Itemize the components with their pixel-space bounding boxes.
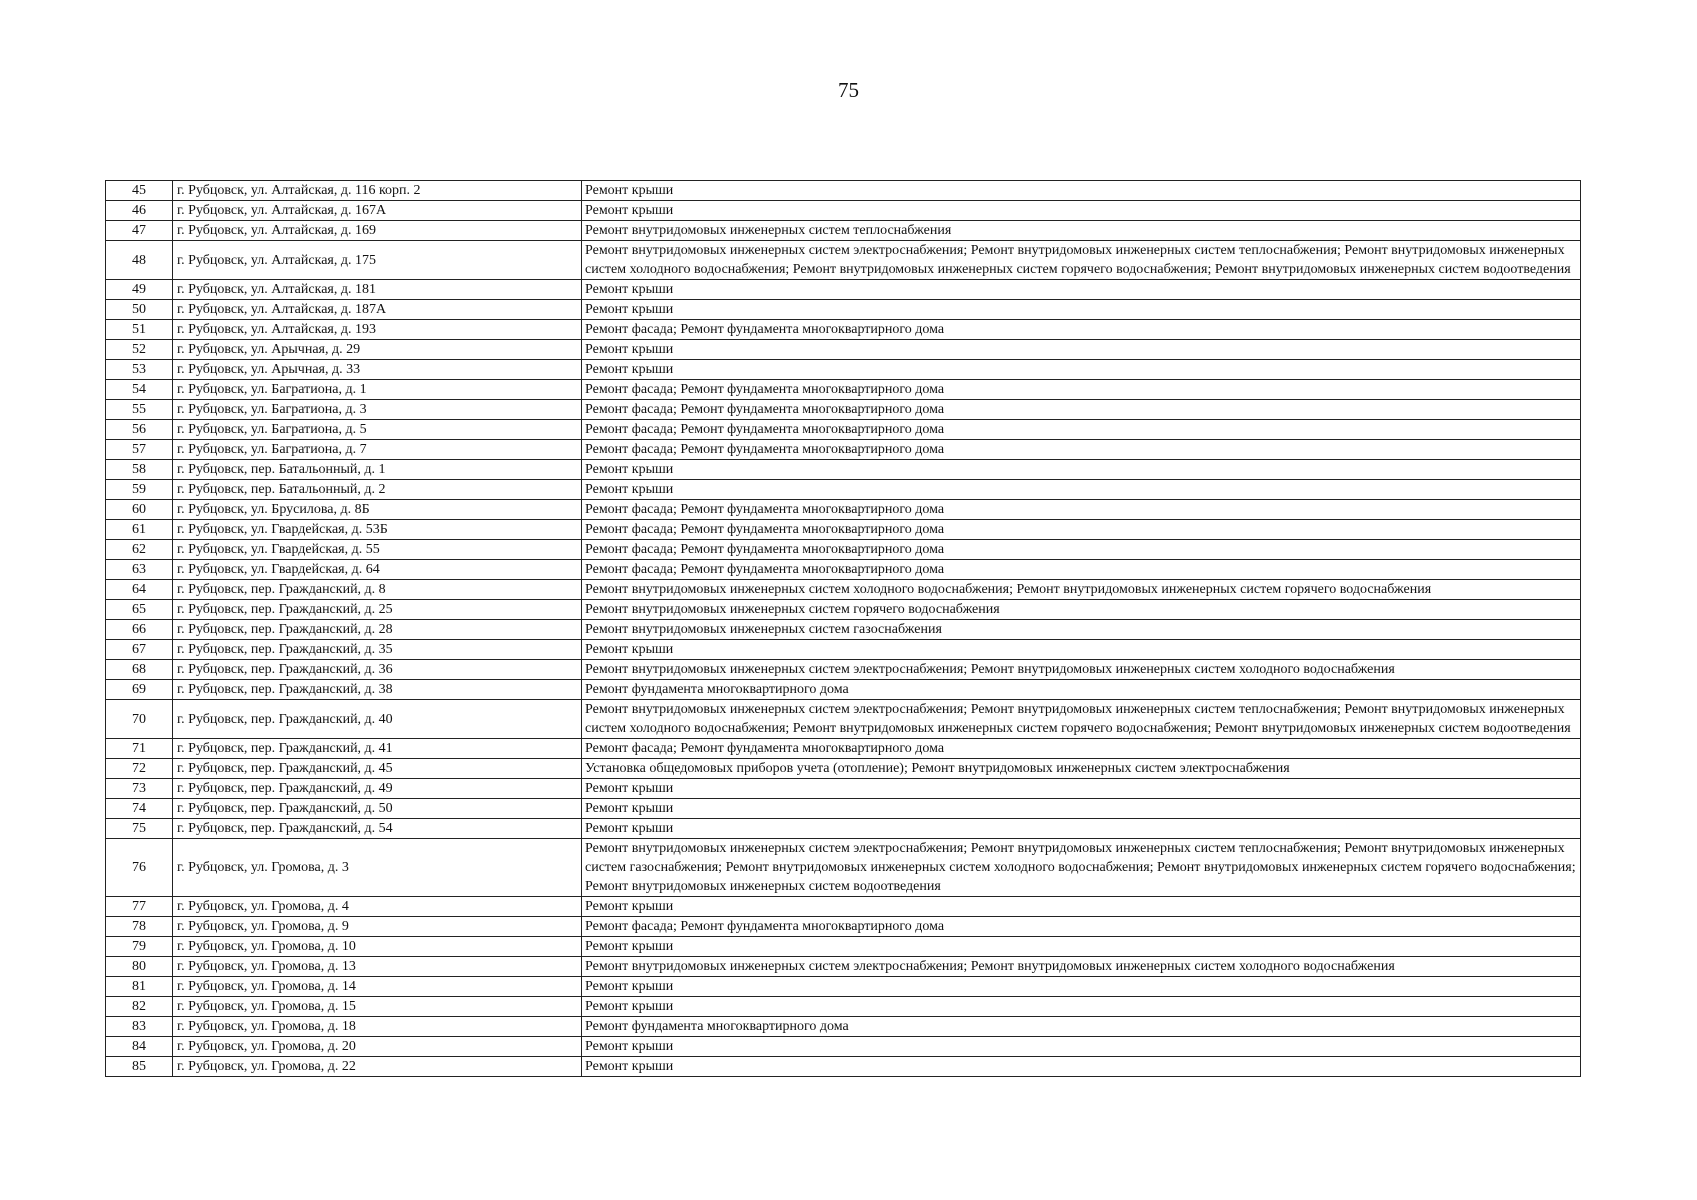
works-cell: Ремонт фасада; Ремонт фундамента многоквартирного дома (582, 520, 1581, 540)
address-cell: г. Рубцовск, ул. Багратиона, д. 3 (173, 400, 582, 420)
works-cell: Ремонт крыши (582, 360, 1581, 380)
row-number-cell: 53 (106, 360, 173, 380)
works-cell: Ремонт внутридомовых инженерных систем теплоснабжения (582, 221, 1581, 241)
works-cell: Ремонт крыши (582, 1057, 1581, 1077)
table-row (106, 957, 1581, 977)
works-cell: Ремонт крыши (582, 280, 1581, 300)
address-cell: г. Рубцовск, ул. Алтайская, д. 193 (173, 320, 582, 340)
address-cell: г. Рубцовск, ул. Алтайская, д. 169 (173, 221, 582, 241)
works-cell: Ремонт фасада; Ремонт фундамента многоквартирного дома (582, 500, 1581, 520)
row-number-cell: 50 (106, 300, 173, 320)
address-cell: г. Рубцовск, ул. Громова, д. 4 (173, 897, 582, 917)
address-cell: г. Рубцовск, ул. Багратиона, д. 7 (173, 440, 582, 460)
works-cell: Ремонт внутридомовых инженерных систем газоснабжения (582, 620, 1581, 640)
address-cell: г. Рубцовск, ул. Громова, д. 18 (173, 1017, 582, 1037)
works-cell: Ремонт крыши (582, 640, 1581, 660)
row-number-cell: 85 (106, 1057, 173, 1077)
address-cell: г. Рубцовск, пер. Гражданский, д. 40 (173, 700, 582, 739)
works-cell: Ремонт фасада; Ремонт фундамента многоквартирного дома (582, 380, 1581, 400)
works-cell: Ремонт внутридомовых инженерных систем электроснабжения; Ремонт внутридомовых инженерных систем теплоснабжения; Ремонт внутридомовых инженерных систем холодного водоснабжения; Ремонт внутридомовых инженерных систем горячего водоснабжения; Ремонт внутридомовых инженерных систем водоотведения (582, 700, 1581, 739)
address-cell: г. Рубцовск, ул. Арычная, д. 33 (173, 360, 582, 380)
works-cell: Ремонт фасада; Ремонт фундамента многоквартирного дома (582, 917, 1581, 937)
row-number-cell: 84 (106, 1037, 173, 1057)
row-number-cell: 45 (106, 181, 173, 201)
works-cell: Ремонт крыши (582, 819, 1581, 839)
works-cell: Ремонт фасада; Ремонт фундамента многоквартирного дома (582, 540, 1581, 560)
table-row (106, 739, 1581, 759)
row-number-cell: 66 (106, 620, 173, 640)
address-cell: г. Рубцовск, пер. Гражданский, д. 25 (173, 600, 582, 620)
table-row (106, 819, 1581, 839)
row-number-cell: 82 (106, 997, 173, 1017)
works-cell: Ремонт внутридомовых инженерных систем горячего водоснабжения (582, 600, 1581, 620)
table-row (106, 360, 1581, 380)
table-row (106, 181, 1581, 201)
table-row (106, 640, 1581, 660)
table-row (106, 799, 1581, 819)
row-number-cell: 55 (106, 400, 173, 420)
row-number-cell: 54 (106, 380, 173, 400)
row-number-cell: 56 (106, 420, 173, 440)
table-row (106, 460, 1581, 480)
row-number-cell: 70 (106, 700, 173, 739)
row-number-cell: 63 (106, 560, 173, 580)
address-cell: г. Рубцовск, пер. Гражданский, д. 45 (173, 759, 582, 779)
row-number-cell: 68 (106, 660, 173, 680)
works-cell: Ремонт крыши (582, 201, 1581, 221)
table-row (106, 500, 1581, 520)
address-cell: г. Рубцовск, ул. Алтайская, д. 167А (173, 201, 582, 221)
address-cell: г. Рубцовск, ул. Багратиона, д. 5 (173, 420, 582, 440)
works-cell: Ремонт фасада; Ремонт фундамента многоквартирного дома (582, 739, 1581, 759)
table-row (106, 300, 1581, 320)
table-row (106, 221, 1581, 241)
table-row (106, 620, 1581, 640)
table-row (106, 759, 1581, 779)
address-cell: г. Рубцовск, пер. Гражданский, д. 49 (173, 779, 582, 799)
row-number-cell: 52 (106, 340, 173, 360)
row-number-cell: 73 (106, 779, 173, 799)
row-number-cell: 62 (106, 540, 173, 560)
works-cell: Ремонт крыши (582, 480, 1581, 500)
address-cell: г. Рубцовск, ул. Багратиона, д. 1 (173, 380, 582, 400)
works-cell: Ремонт крыши (582, 997, 1581, 1017)
works-cell: Ремонт внутридомовых инженерных систем холодного водоснабжения; Ремонт внутридомовых инженерных систем горячего водоснабжения (582, 580, 1581, 600)
address-cell: г. Рубцовск, пер. Гражданский, д. 36 (173, 660, 582, 680)
address-cell: г. Рубцовск, пер. Гражданский, д. 41 (173, 739, 582, 759)
works-cell: Ремонт фасада; Ремонт фундамента многоквартирного дома (582, 320, 1581, 340)
row-number-cell: 81 (106, 977, 173, 997)
works-cell: Установка общедомовых приборов учета (отопление); Ремонт внутридомовых инженерных систем электроснабжения (582, 759, 1581, 779)
row-number-cell: 57 (106, 440, 173, 460)
row-number-cell: 46 (106, 201, 173, 221)
address-cell: г. Рубцовск, ул. Громова, д. 9 (173, 917, 582, 937)
table-row (106, 241, 1581, 280)
row-number-cell: 77 (106, 897, 173, 917)
row-number-cell: 83 (106, 1017, 173, 1037)
row-number-cell: 67 (106, 640, 173, 660)
row-number-cell: 75 (106, 819, 173, 839)
table-row (106, 380, 1581, 400)
row-number-cell: 78 (106, 917, 173, 937)
works-cell: Ремонт фасада; Ремонт фундамента многоквартирного дома (582, 420, 1581, 440)
address-cell: г. Рубцовск, ул. Громова, д. 22 (173, 1057, 582, 1077)
table-row (106, 917, 1581, 937)
table-row (106, 839, 1581, 897)
address-cell: г. Рубцовск, ул. Алтайская, д. 116 корп. 2 (173, 181, 582, 201)
row-number-cell: 80 (106, 957, 173, 977)
page-number: 75 (838, 78, 859, 102)
table-row (106, 660, 1581, 680)
row-number-cell: 64 (106, 580, 173, 600)
works-cell: Ремонт фасада; Ремонт фундамента многоквартирного дома (582, 560, 1581, 580)
address-cell: г. Рубцовск, пер. Гражданский, д. 28 (173, 620, 582, 640)
row-number-cell: 74 (106, 799, 173, 819)
row-number-cell: 60 (106, 500, 173, 520)
table-row (106, 937, 1581, 957)
table-row (106, 340, 1581, 360)
works-cell: Ремонт крыши (582, 1037, 1581, 1057)
address-cell: г. Рубцовск, ул. Алтайская, д. 175 (173, 241, 582, 280)
table-row (106, 560, 1581, 580)
works-cell: Ремонт крыши (582, 340, 1581, 360)
works-table-body (106, 181, 1581, 1077)
address-cell: г. Рубцовск, ул. Гвардейская, д. 53Б (173, 520, 582, 540)
works-cell: Ремонт крыши (582, 779, 1581, 799)
table-row (106, 540, 1581, 560)
table-row (106, 1017, 1581, 1037)
address-cell: г. Рубцовск, ул. Громова, д. 10 (173, 937, 582, 957)
row-number-cell: 69 (106, 680, 173, 700)
address-cell: г. Рубцовск, ул. Алтайская, д. 187А (173, 300, 582, 320)
address-cell: г. Рубцовск, пер. Батальонный, д. 2 (173, 480, 582, 500)
table-row (106, 400, 1581, 420)
address-cell: г. Рубцовск, ул. Гвардейская, д. 64 (173, 560, 582, 580)
row-number-cell: 48 (106, 241, 173, 280)
address-cell: г. Рубцовск, ул. Громова, д. 3 (173, 839, 582, 897)
address-cell: г. Рубцовск, пер. Гражданский, д. 54 (173, 819, 582, 839)
table-row (106, 440, 1581, 460)
address-cell: г. Рубцовск, ул. Арычная, д. 29 (173, 340, 582, 360)
address-cell: г. Рубцовск, пер. Гражданский, д. 35 (173, 640, 582, 660)
works-cell: Ремонт крыши (582, 977, 1581, 997)
works-cell: Ремонт крыши (582, 460, 1581, 480)
row-number-cell: 59 (106, 480, 173, 500)
table-row (106, 580, 1581, 600)
table-row (106, 700, 1581, 739)
row-number-cell: 51 (106, 320, 173, 340)
works-table (105, 180, 1581, 1077)
address-cell: г. Рубцовск, пер. Батальонный, д. 1 (173, 460, 582, 480)
row-number-cell: 61 (106, 520, 173, 540)
address-cell: г. Рубцовск, пер. Гражданский, д. 50 (173, 799, 582, 819)
works-cell: Ремонт фасада; Ремонт фундамента многоквартирного дома (582, 440, 1581, 460)
row-number-cell: 76 (106, 839, 173, 897)
row-number-cell: 72 (106, 759, 173, 779)
table-row (106, 280, 1581, 300)
works-table-container (105, 180, 1580, 1077)
works-cell: Ремонт внутридомовых инженерных систем электроснабжения; Ремонт внутридомовых инженерных систем теплоснабжения; Ремонт внутридомовых инженерных систем газоснабжения; Ремонт внутридомовых инженерных систем холодного водоснабжения; Ремонт внутридомовых инженерных систем горячего водоснабжения; Ремонт внутридомовых инженерных систем водоотведения (582, 839, 1581, 897)
works-cell: Ремонт внутридомовых инженерных систем электроснабжения; Ремонт внутридомовых инженерных систем теплоснабжения; Ремонт внутридомовых инженерных систем холодного водоснабжения; Ремонт внутридомовых инженерных систем горячего водоснабжения; Ремонт внутридомовых инженерных систем водоотведения (582, 241, 1581, 280)
row-number-cell: 71 (106, 739, 173, 759)
works-cell: Ремонт фундамента многоквартирного дома (582, 680, 1581, 700)
works-cell: Ремонт фасада; Ремонт фундамента многоквартирного дома (582, 400, 1581, 420)
address-cell: г. Рубцовск, ул. Гвардейская, д. 55 (173, 540, 582, 560)
row-number-cell: 79 (106, 937, 173, 957)
address-cell: г. Рубцовск, ул. Громова, д. 20 (173, 1037, 582, 1057)
address-cell: г. Рубцовск, ул. Громова, д. 13 (173, 957, 582, 977)
works-cell: Ремонт крыши (582, 937, 1581, 957)
works-cell: Ремонт внутридомовых инженерных систем электроснабжения; Ремонт внутридомовых инженерных систем холодного водоснабжения (582, 957, 1581, 977)
works-cell: Ремонт крыши (582, 897, 1581, 917)
row-number-cell: 58 (106, 460, 173, 480)
works-cell: Ремонт крыши (582, 799, 1581, 819)
table-row (106, 1037, 1581, 1057)
table-row (106, 680, 1581, 700)
address-cell: г. Рубцовск, ул. Громова, д. 14 (173, 977, 582, 997)
address-cell: г. Рубцовск, пер. Гражданский, д. 8 (173, 580, 582, 600)
row-number-cell: 49 (106, 280, 173, 300)
table-row (106, 420, 1581, 440)
table-row (106, 779, 1581, 799)
table-row (106, 1057, 1581, 1077)
address-cell: г. Рубцовск, пер. Гражданский, д. 38 (173, 680, 582, 700)
table-row (106, 600, 1581, 620)
works-cell: Ремонт фундамента многоквартирного дома (582, 1017, 1581, 1037)
row-number-cell: 65 (106, 600, 173, 620)
works-cell: Ремонт внутридомовых инженерных систем электроснабжения; Ремонт внутридомовых инженерных систем холодного водоснабжения (582, 660, 1581, 680)
table-row (106, 320, 1581, 340)
works-cell: Ремонт крыши (582, 300, 1581, 320)
table-row (106, 977, 1581, 997)
table-row (106, 520, 1581, 540)
table-row (106, 897, 1581, 917)
row-number-cell: 47 (106, 221, 173, 241)
table-row (106, 201, 1581, 221)
table-row (106, 480, 1581, 500)
works-cell: Ремонт крыши (582, 181, 1581, 201)
address-cell: г. Рубцовск, ул. Громова, д. 15 (173, 997, 582, 1017)
address-cell: г. Рубцовск, ул. Алтайская, д. 181 (173, 280, 582, 300)
address-cell: г. Рубцовск, ул. Брусилова, д. 8Б (173, 500, 582, 520)
table-row (106, 997, 1581, 1017)
